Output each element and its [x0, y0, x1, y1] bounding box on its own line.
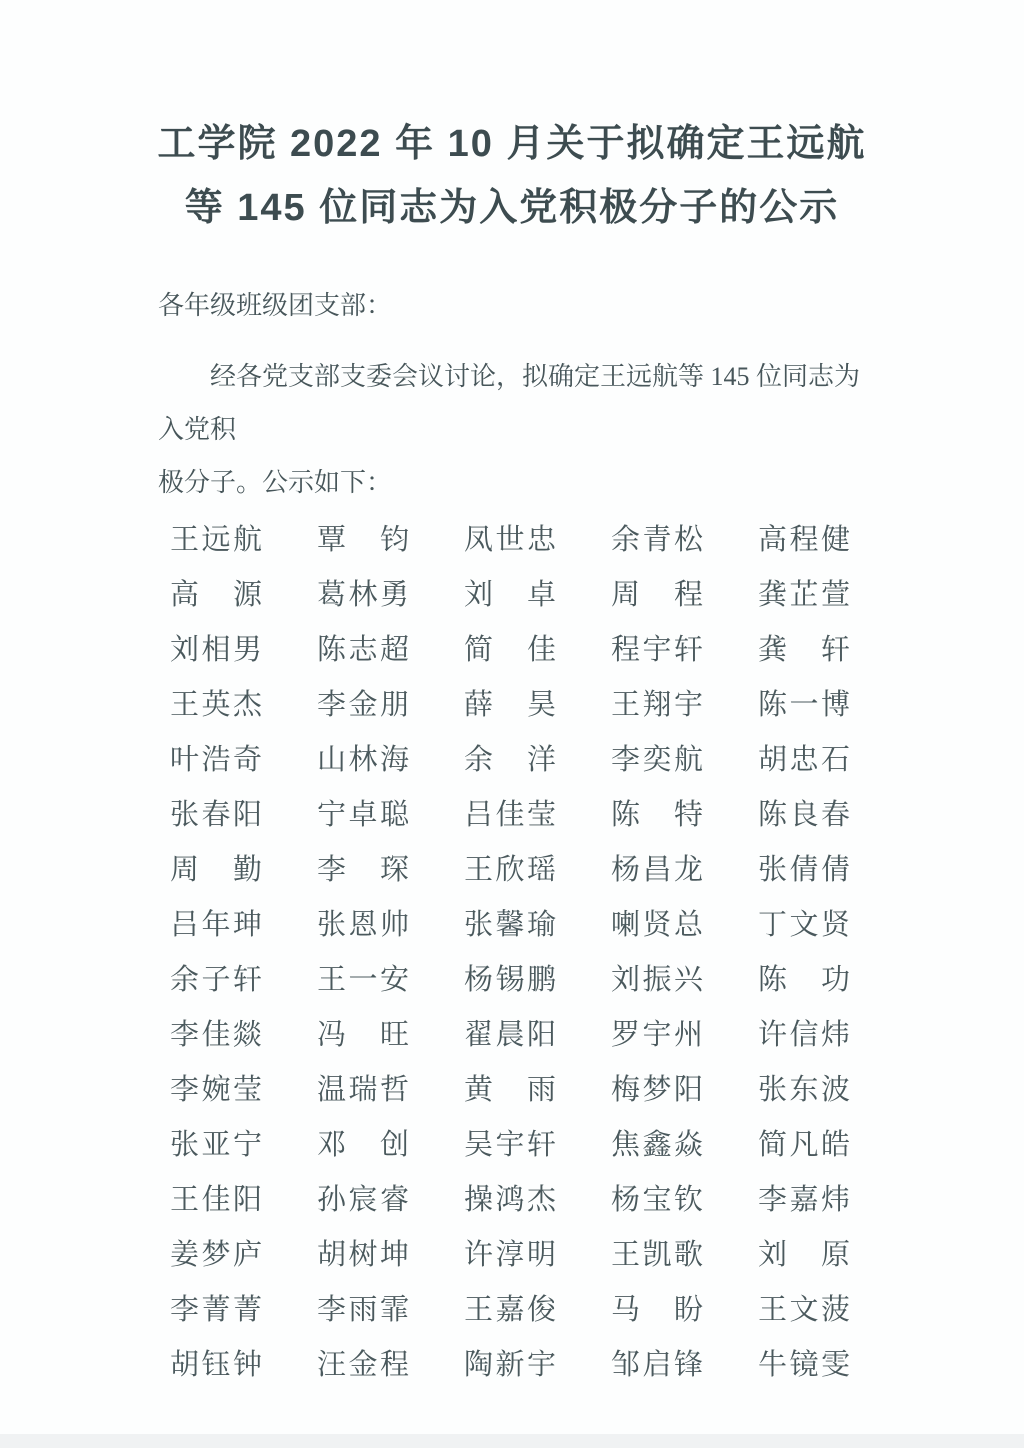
- person-name: 刘相男: [170, 634, 262, 666]
- person-name: 张恩帅: [317, 909, 409, 941]
- document-title: [0, 0, 1024, 240]
- person-name: 焦鑫焱: [611, 1129, 703, 1161]
- person-name: 姜梦庐: [170, 1239, 262, 1271]
- person-name: 王欣瑶: [464, 854, 556, 886]
- person-name: 王佳阳: [170, 1184, 262, 1216]
- person-name: 牛镜雯: [758, 1349, 850, 1381]
- person-name: 李嘉炜: [758, 1184, 850, 1216]
- person-name: 孙宸睿: [317, 1184, 409, 1216]
- person-name: 王凯歌: [611, 1239, 703, 1271]
- person-name: 陈特: [611, 799, 703, 831]
- document-title-line-2: 等 145 位同志为入党积极分子的公示: [184, 187, 840, 229]
- person-name: 王文菠: [758, 1294, 850, 1326]
- person-name: 王嘉俊: [464, 1294, 556, 1326]
- person-name: 李佳燚: [170, 1019, 262, 1051]
- person-name: 吕年珅: [170, 909, 262, 941]
- person-name: 丁文贤: [758, 909, 850, 941]
- person-name: 余子轩: [170, 964, 262, 996]
- person-name: 邓创: [317, 1129, 409, 1161]
- person-name: 喇贤总: [611, 909, 703, 941]
- person-name: 李金朋: [317, 689, 409, 721]
- person-name: 凤世忠: [464, 524, 556, 556]
- person-name: 张东波: [758, 1074, 850, 1106]
- person-name: 胡钰钟: [170, 1349, 262, 1381]
- body-paragraph-line-2: 极分子。公示如下：: [158, 468, 393, 497]
- person-name: 李婉莹: [170, 1074, 262, 1106]
- person-name: 叶浩奇: [170, 744, 262, 776]
- person-name: 余洋: [464, 744, 556, 776]
- person-name: 余青松: [611, 524, 703, 556]
- person-name: 程宇轩: [611, 634, 703, 666]
- person-name: 陈一博: [758, 689, 850, 721]
- person-name: 张倩倩: [758, 854, 850, 886]
- person-name: 张春阳: [170, 799, 262, 831]
- person-name: 吕佳莹: [464, 799, 556, 831]
- person-name: 李菁菁: [170, 1294, 262, 1326]
- person-name: 吴宇轩: [464, 1129, 556, 1161]
- person-name: 张馨瑜: [464, 909, 556, 941]
- person-name: 李琛: [317, 854, 409, 886]
- person-name: 杨昌龙: [611, 854, 703, 886]
- scan-edge-artifact: [0, 1434, 1024, 1448]
- person-name: 冯旺: [317, 1019, 409, 1051]
- person-name: 操鸿杰: [464, 1184, 556, 1216]
- person-name: 胡忠石: [758, 744, 850, 776]
- person-name: 陈功: [758, 964, 850, 996]
- person-name: 周勤: [170, 854, 262, 886]
- person-name: 高源: [170, 579, 262, 611]
- person-name: 胡树坤: [317, 1239, 409, 1271]
- person-name: 宁卓聪: [317, 799, 409, 831]
- names-grid: [170, 525, 1024, 1381]
- salutation: 各年级班级团支部：: [158, 291, 393, 320]
- person-name: 葛林勇: [317, 579, 409, 611]
- person-name: 张亚宁: [170, 1129, 262, 1161]
- person-name: 龚芷萱: [758, 579, 850, 611]
- person-name: 许信炜: [758, 1019, 850, 1051]
- person-name: 周程: [611, 579, 703, 611]
- document-title-line-1: 工学院 2022 年 10 月关于拟确定王远航: [157, 123, 867, 165]
- person-name: 山林海: [317, 744, 409, 776]
- person-name: 高程健: [758, 524, 850, 556]
- person-name: 李雨霏: [317, 1294, 409, 1326]
- person-name: 王一安: [317, 964, 409, 996]
- person-name: 翟晨阳: [464, 1019, 556, 1051]
- person-name: 李奕航: [611, 744, 703, 776]
- person-name: 王翔宇: [611, 689, 703, 721]
- person-name: 刘振兴: [611, 964, 703, 996]
- person-name: 汪金程: [317, 1349, 409, 1381]
- person-name: 王远航: [170, 524, 262, 556]
- person-name: 刘卓: [464, 579, 556, 611]
- person-name: 陈志超: [317, 634, 409, 666]
- person-name: 黄雨: [464, 1074, 556, 1106]
- person-name: 罗宇州: [611, 1019, 703, 1051]
- person-name: 杨锡鹏: [464, 964, 556, 996]
- person-name: 许淳明: [464, 1239, 556, 1271]
- person-name: 王英杰: [170, 689, 262, 721]
- person-name: 温瑞哲: [317, 1074, 409, 1106]
- person-name: 陶新宇: [464, 1349, 556, 1381]
- person-name: 马盼: [611, 1294, 703, 1326]
- person-name: 覃钧: [317, 524, 409, 556]
- person-name: 龚轩: [758, 634, 850, 666]
- person-name: 梅梦阳: [611, 1074, 703, 1106]
- person-name: 刘原: [758, 1239, 850, 1271]
- person-name: 薛昊: [464, 689, 556, 721]
- body-paragraph-line-1: 经各党支部支委会议讨论，拟确定王远航等 145 位同志为入党积: [158, 362, 861, 444]
- person-name: 杨宝钦: [611, 1184, 703, 1216]
- person-name: 简凡皓: [758, 1129, 850, 1161]
- person-name: 简佳: [464, 634, 556, 666]
- body-paragraph: [158, 350, 874, 509]
- person-name: 陈良春: [758, 799, 850, 831]
- person-name: 邹启锋: [611, 1349, 703, 1381]
